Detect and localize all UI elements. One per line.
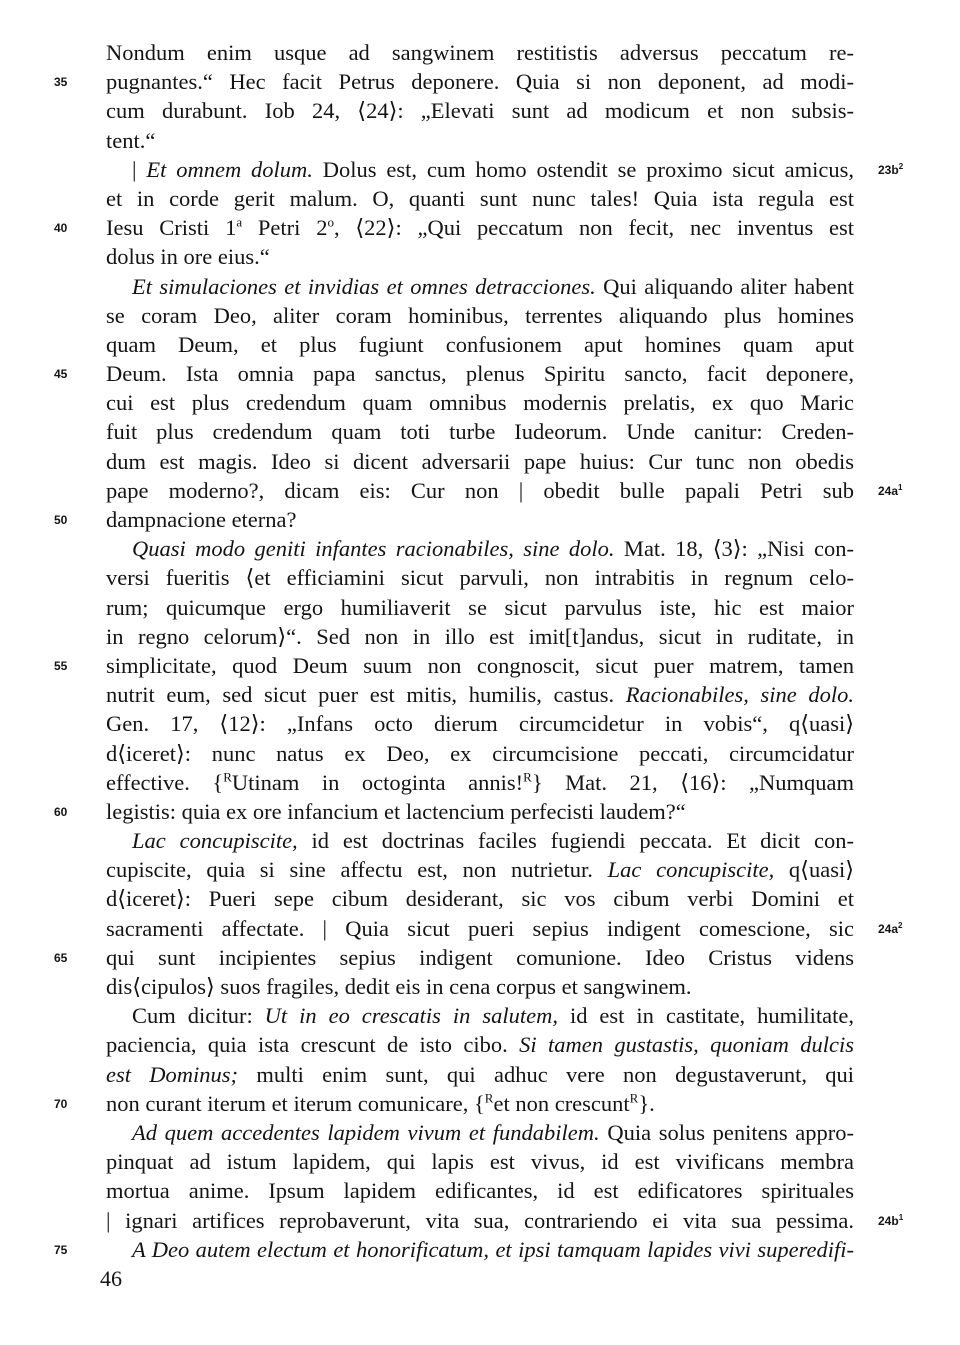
line-number: 35 [54, 75, 68, 90]
text-line [106, 768, 854, 797]
line-number: 45 [54, 367, 68, 382]
line-text: pinquat ad istum lapidem, qui lapis est vivus, id est vivificans membra [106, 1149, 854, 1175]
text-line [106, 1030, 854, 1059]
superscript: R [223, 769, 232, 785]
line-text: Dolus est, cum homo ostendit se proximo sicut amicus, [312, 156, 855, 182]
line-text: | ignari artifices reprobaverunt, vita sua, contrariendo ei vita sua pessima. [106, 1207, 854, 1233]
line-text: q⟨uasi⟩ [774, 857, 854, 883]
line-text: dis⟨cipulos⟩ suos fragiles, dedit eis in cena corpus et sangwinem. [106, 974, 692, 999]
line-text: d⟨iceret⟩: nunc natus ex Deo, ex circumcisione peccati, circumcidatur [106, 740, 854, 766]
text-line [106, 709, 854, 738]
text-line [106, 155, 904, 184]
line-text: d⟨iceret⟩: Pueri sepe cibum desiderant, sic vos cibum verbi Domini et [106, 886, 854, 912]
line-text: legistis: quia ex ore infancium et lactencium perfecisti laudem?“ [106, 798, 686, 824]
superscript: R [484, 1090, 494, 1106]
line-text: | [132, 156, 147, 182]
lemma: Lac concupiscite, [607, 857, 775, 883]
lemma: Racionabiles, sine dolo. [625, 682, 854, 708]
superscript: R [629, 1090, 639, 1106]
lemma: Ut in eo crescatis in salutem, [264, 1003, 558, 1029]
text-line [106, 914, 903, 943]
line-number: 70 [54, 1096, 68, 1111]
lemma: Si tamen gustastis, quoniam dulcis [519, 1032, 854, 1058]
line-text: dampnacione eterna? [106, 507, 297, 532]
line-text: se coram Deo, aliter coram hominibus, terrentes aliquando plus homines [106, 302, 854, 328]
line-text: simplicitate, quod Deum suum non congnoscit, sicut puer matrem, tamen [106, 652, 854, 678]
line-text: quam Deum, et plus fugiunt confusionem aput homines quam aput [106, 331, 854, 357]
folio-mark: $24a^2$ [878, 920, 903, 936]
line-text: in regno celorum⟩“. Sed non in illo est imit[t]andus, sicut in ruditate, in [106, 623, 854, 649]
line-text: et non crescunt [493, 1090, 630, 1116]
lemma: est Dominus; [106, 1061, 239, 1087]
text-block [54, 38, 904, 1264]
superscript: R [523, 769, 532, 785]
text-line [54, 1235, 854, 1264]
line-text: tent.“ [106, 127, 156, 153]
lemma: Quasi modo geniti infantes racionabiles, sine dolo. [132, 536, 615, 562]
line-text: Petri 2 [242, 215, 328, 241]
page-number: 46 [100, 1266, 122, 1291]
line-text: qui sunt incipientes sepius indigent comunione. Ideo Cristus videns [106, 944, 854, 970]
text-line [106, 447, 854, 476]
line-text: Qui aliquando aliter habent [595, 273, 854, 299]
line-text: Gen. 17, ⟨12⟩: „Infans octo dierum circumcidetur in vobis“, q⟨uasi⟩ [106, 711, 854, 737]
folio-mark: $24b^1$ [878, 1212, 904, 1228]
text-line [54, 359, 854, 388]
text-line [106, 96, 854, 125]
line-text: , ⟨22⟩: „Qui peccatum non fecit, nec inventus est [333, 215, 854, 241]
line-number: 75 [54, 1242, 68, 1257]
text-line [54, 505, 854, 534]
text-line [54, 797, 854, 826]
text-line [106, 242, 854, 271]
text-line [106, 272, 854, 301]
text-line [106, 1176, 854, 1205]
text-line [54, 67, 854, 96]
text-line [106, 1206, 904, 1235]
line-text: Iesu Cristi 1 [106, 215, 237, 241]
folio-mark: $23b^2$ [878, 161, 904, 177]
text-line [106, 826, 854, 855]
text-line [106, 680, 854, 709]
text-line [54, 943, 854, 972]
line-text: sacramenti affectate. | Quia sicut pueri sepius indigent comescione, sic [106, 915, 854, 941]
line-number: 65 [54, 950, 68, 965]
line-text: pape moderno?, dicam eis: Cur non | obedit bulle papali Petri sub [106, 477, 854, 503]
lemma: Et omnem dolum. [146, 156, 313, 182]
line-text: Quia solus penitens appro- [599, 1119, 854, 1145]
text-line [106, 1147, 854, 1176]
text-line [106, 38, 854, 67]
lemma: A Deo autem electum et honorificatum, et ipsi tamquam lapides vivi superedifi- [132, 1236, 854, 1262]
line-text: dum est magis. Ideo si dicent adversarii pape huius: Cur tunc non obedis [106, 448, 854, 474]
line-text: pugnantes.“ Hec facit Petrus deponere. Quia si non deponent, ad modi- [106, 69, 854, 95]
line-text: cum durabunt. Iob 24, ⟨24⟩: „Elevati sunt ad modicum et non subsis- [106, 98, 854, 124]
text-line [106, 534, 854, 563]
text-line [106, 593, 854, 622]
lemma: Et simulaciones et invidias et omnes detracciones. [132, 273, 596, 299]
line-text: effective. { [106, 769, 224, 795]
line-text: }. [638, 1090, 655, 1116]
line-text: fuit plus credendum quam toti turbe Iudeorum. Unde canitur: Creden- [106, 419, 854, 445]
line-text: multi enim sunt, qui adhuc vere non degustaverunt, qui [238, 1061, 855, 1087]
line-text: id est doctrinas faciles fugiendi peccata. Et dicit con- [297, 828, 854, 854]
superscript: o [327, 214, 334, 230]
line-text: versi fueritis ⟨et efficiamini sicut parvuli, non intrabitis in regnum celo- [106, 565, 854, 591]
line-text: paciencia, quia ista crescunt de isto cibo. [106, 1032, 520, 1058]
line-number: 55 [54, 658, 68, 673]
line-text: Utinam in octoginta annis! [231, 769, 524, 795]
text-line [106, 972, 854, 1001]
lemma: Ad quem accedentes lapidem vivum et fundabilem. [132, 1119, 600, 1145]
line-text: non curant iterum et iterum comunicare, { [106, 1090, 485, 1116]
text-line [106, 884, 854, 913]
folio-mark: $24a^1$ [878, 482, 903, 498]
text-line [106, 417, 854, 446]
text-line [106, 476, 903, 505]
text-line [54, 213, 854, 242]
text-line [106, 622, 854, 651]
text-line [106, 184, 854, 213]
line-text: Cum dicitur: [132, 1003, 265, 1029]
line-text: dolus in ore eius.“ [106, 244, 270, 270]
line-text: nutrit eum, sed sicut puer est mitis, humilis, castus. [106, 682, 626, 708]
text-line [106, 739, 854, 768]
line-text: rum; quicumque ergo humiliaverit se sicut parvulus iste, hic est maior [106, 594, 854, 620]
line-text: Nondum enim usque ad sangwinem restitistis adversus peccatum re- [106, 40, 854, 65]
superscript: a [236, 214, 243, 230]
text-line [106, 388, 854, 417]
line-text: cui est plus credendum quam omnibus modernis prelatis, ex quo Maric [106, 390, 854, 416]
line-text: mortua anime. Ipsum lapidem edificantes, id est edificatores spirituales [106, 1178, 854, 1204]
line-text: Mat. 18, ⟨3⟩: „Nisi con- [614, 536, 854, 562]
line-text: cupiscite, quia si sine affectu est, non nutrietur. [106, 857, 608, 883]
text-line [106, 1118, 854, 1147]
text-line [106, 126, 854, 155]
text-line [106, 563, 854, 592]
line-number: 40 [54, 221, 68, 236]
text-line [106, 855, 854, 884]
line-number: 50 [54, 513, 68, 527]
line-text: et in corde gerit malum. O, quanti sunt nunc tales! Quia ista regula est [106, 185, 854, 211]
text-line [106, 330, 854, 359]
text-line [54, 651, 854, 680]
text-line [106, 1060, 854, 1089]
line-text: id est in castitate, humilitate, [558, 1003, 854, 1029]
lemma: Lac concupiscite, [132, 828, 298, 854]
text-line [106, 301, 854, 330]
line-number: 60 [54, 804, 68, 819]
text-line [54, 1089, 854, 1118]
text-line [106, 1001, 854, 1030]
line-text: } Mat. 21, ⟨16⟩: „Numquam [531, 769, 854, 795]
line-text: Deum. Ista omnia papa sanctus, plenus Spiritu sancto, facit deponere, [106, 361, 854, 387]
